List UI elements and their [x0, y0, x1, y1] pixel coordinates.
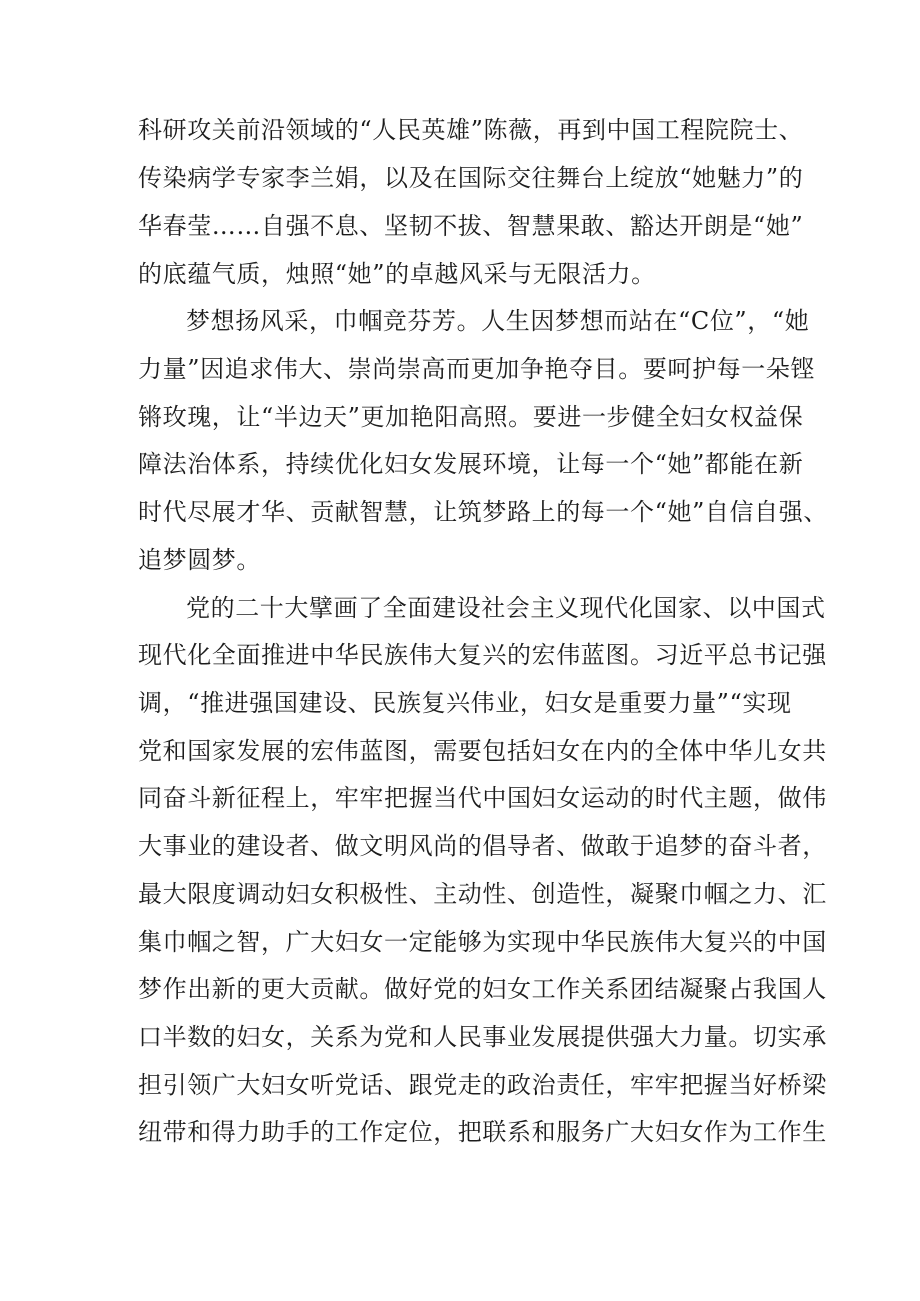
text-line: 口半数的妇女，关系为党和人民事业发展提供强大力量。切实承 [138, 1023, 827, 1051]
text-line: 华春莹……自强不息、坚韧不拔、智慧果敢、豁达开朗是“她” [138, 212, 804, 240]
text-line: 集巾帼之智，广大妇女一定能够为实现中华民族伟大复兴的中国 [138, 928, 827, 956]
text-line: 的底蕴气质，烛照“她”的卓越风采与无限活力。 [138, 260, 656, 288]
text-line: 锵玫瑰，让“半边天”更加艳阳高照。要进一步健全妇女权益保 [138, 403, 804, 431]
text-line: 障法治体系，持续优化妇女发展环境，让每一个“她”都能在新 [138, 450, 804, 478]
paragraph-first-line: 党的二十大擘画了全面建设社会主义现代化国家、以中国式 [186, 594, 826, 622]
text-line: 时代尽展才华、贡献智慧，让筑梦路上的每一个“她”自信自强、 [138, 498, 828, 526]
text-line: 调，“推进强国建设、民族复兴伟业，妇女是重要力量”“实现 [138, 689, 792, 717]
text-line: 担引领广大妇女听党话、跟党走的政治责任，牢牢把握当好桥梁 [138, 1071, 827, 1099]
text-line: 力量”因追求伟大、崇尚崇高而更加争艳夺目。要呵护每一朵铿 [138, 355, 816, 383]
paragraph-first-line: 梦想扬风采，巾帼竞芬芳。人生因梦想而站在“C位”，“她 [186, 307, 810, 335]
text-line: 追梦圆梦。 [138, 546, 261, 574]
text-line: 科研攻关前沿领域的“人民英雄”陈薇，再到中国工程院院士、 [138, 116, 804, 144]
text-line: 同奋斗新征程上，牢牢把握当代中国妇女运动的时代主题，做伟 [138, 784, 827, 812]
text-line: 最大限度调动妇女积极性、主动性、创造性，凝聚巾帼之力、汇 [138, 880, 827, 908]
text-line: 党和国家发展的宏伟蓝图，需要包括妇女在内的全体中华儿女共 [138, 737, 827, 765]
text-line: 梦作出新的更大贡献。做好党的妇女工作关系团结凝聚占我国人 [138, 975, 827, 1003]
text-line: 大事业的建设者、做文明风尚的倡导者、做敢于追梦的奋斗者， [138, 832, 827, 860]
text-line: 现代化全面推进中华民族伟大复兴的宏伟蓝图。习近平总书记强 [138, 641, 827, 669]
text-line: 传染病学专家李兰娟，以及在国际交往舞台上绽放“她魅力”的 [138, 164, 804, 192]
text-line: 纽带和得力助手的工作定位，把联系和服务广大妇女作为工作生 [138, 1118, 827, 1146]
